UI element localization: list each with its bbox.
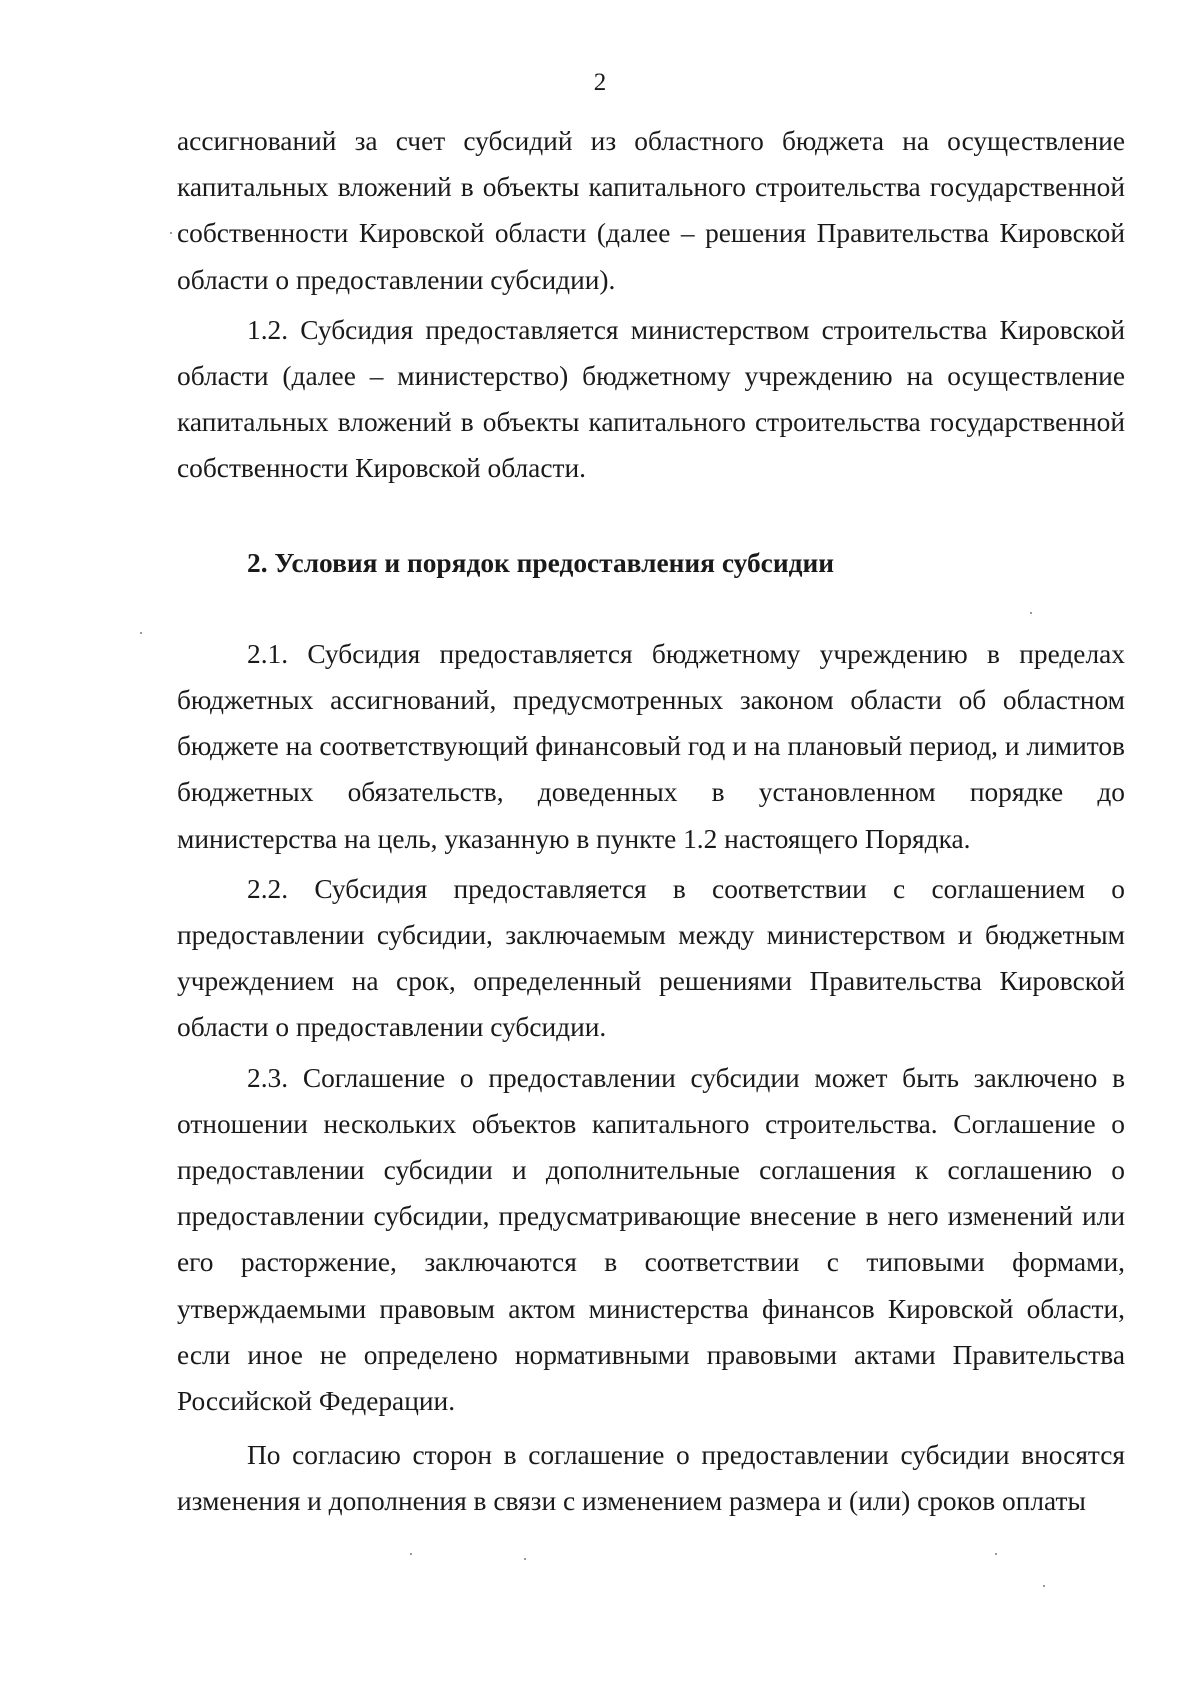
scan-speck <box>410 1553 412 1555</box>
scan-speck <box>1030 612 1032 614</box>
scan-speck <box>995 1553 997 1555</box>
paragraph-1-2: 1.2. Субсидия предоставляется министерством строительства Кировской области (далее – министерство) бюджетному учреждению на осуществление капитальных вложений в объекты капитального строительства государственной собственности Кировской области. <box>177 314 1125 484</box>
scan-speck <box>140 632 142 634</box>
paragraph-2-1: 2.1. Субсидия предоставляется бюджетному учреждению в пределах бюджетных ассигнований, предусмотренных законом области об областном бюджете на соответствующий финансовый год и на плановый период, и лимитов бюджетных обязательств, доведенных в установленном порядке до министерства на цель, указанную в пункте 1.2 настоящего Порядка. <box>177 638 1125 854</box>
scan-speck <box>524 1558 526 1560</box>
scan-speck <box>170 232 172 234</box>
paragraph-2-2: 2.2. Субсидия предоставляется в соответствии с соглашением о предоставлении субсидии, заключаемым между министерством и бюджетным учреждением на срок, определенный решениями Правительства Кировской области о предоставлении субсидии. <box>177 873 1125 1043</box>
scan-speck <box>1043 1585 1045 1587</box>
paragraph-2-3: 2.3. Соглашение о предоставлении субсидии может быть заключено в отношении нескольких объектов капитального строительства. Соглашение о предоставлении субсидии и дополнительные соглашения к соглашению о предоставлении субсидии, предусматривающие внесение в него изменений или его расторжение, заключаются в соответствии с типовыми формами, утверждаемыми правовым актом министерства финансов Кировской области, если иное не определено нормативными правовыми актами Правительства Российской Федерации. <box>177 1062 1125 1417</box>
section-2-heading: 2. Условия и порядок предоставления субсидии <box>247 547 835 578</box>
paragraph-agreement-changes: По согласию сторон в соглашение о предоставлении субсидии вносятся изменения и дополнения в связи с изменением размера и (или) сроков оплаты <box>177 1440 1125 1517</box>
page-number: 2 <box>593 69 607 96</box>
paragraph-continuation: ассигнований за счет субсидий из областного бюджета на осуществление капитальных вложений в объекты капитального строительства государственной собственности Кировской области (далее – решения Правительства Кировской области о предоставлении субсидии). <box>177 126 1125 295</box>
document-body <box>177 118 1125 1525</box>
